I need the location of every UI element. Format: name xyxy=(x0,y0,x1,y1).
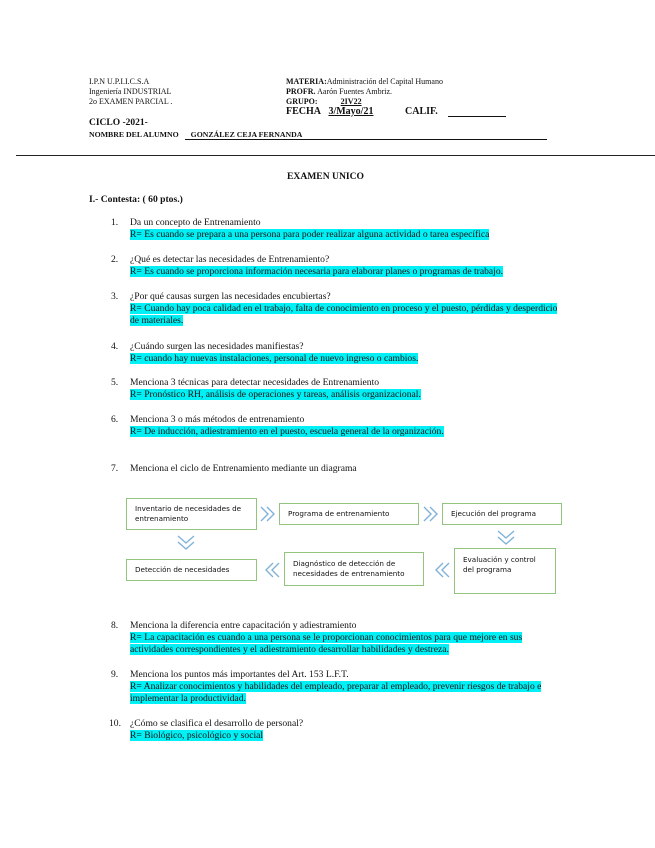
diagram-box-deteccion: Detección de necesidades xyxy=(126,559,257,581)
fecha-line xyxy=(286,106,379,117)
question-text: ¿Por qué causas surgen las necesidades encubiertas? xyxy=(130,291,331,302)
question-text: Menciona los puntos más importantes del Art. 153 L.F.T. xyxy=(130,669,349,680)
answer-text: R= Biológico, psicológico y social xyxy=(130,730,264,741)
question-text: Menciona 3 técnicas para detectar necesidades de Entrenamiento xyxy=(130,377,380,388)
diagram-box-diagnostico: Diagnóstico de detección de necesidades de entrenamiento xyxy=(284,552,424,586)
question-number: 1. xyxy=(111,217,119,228)
question-number: 6. xyxy=(111,414,119,425)
right-arrow-icon xyxy=(258,505,278,523)
grupo-value: 2IV22 xyxy=(340,97,362,106)
fecha-value: 3/Mayo/21 xyxy=(328,106,374,117)
question-text: ¿Cómo se clasifica el desarrollo de personal? xyxy=(130,718,304,729)
calif-label: CALIF. xyxy=(405,106,438,117)
diagram-box-ejecucion: Ejecución del programa xyxy=(442,503,562,525)
section-heading: I.- Contesta: ( 60 ptos.) xyxy=(89,194,183,205)
question-text: ¿Qué es detectar las necesidades de Entrenamiento? xyxy=(130,254,330,265)
career: Ingeniería INDUSTRIAL xyxy=(89,87,172,96)
nombre-line xyxy=(89,130,547,140)
question-number: 10. xyxy=(109,718,121,729)
profr-value: Aarón Fuentes Ambriz. xyxy=(317,87,392,96)
answer-text: R= Analizar conocimientos y habilidades del empleado, preparar al empleado, prevenir riesgos de trabajo e implementar la productividad. xyxy=(130,681,542,704)
question-number: 3. xyxy=(111,291,119,302)
divider xyxy=(16,155,655,156)
answer-text: R= De inducción, adiestramiento en el puesto, escuela general de la organización. xyxy=(130,426,444,437)
calif-line xyxy=(405,106,506,117)
exam-type: 2o EXAMEN PARCIAL . xyxy=(89,97,173,106)
down-arrow-icon xyxy=(176,533,196,553)
exam-title: EXAMEN UNICO xyxy=(287,171,365,182)
nombre-value: GONZÁLEZ CEJA FERNANDA xyxy=(185,130,547,140)
question-text: ¿Cuándo surgen las necesidades manifiestas? xyxy=(130,341,304,352)
header-left xyxy=(89,77,172,107)
question-number: 5. xyxy=(111,377,119,388)
nombre-label: NOMBRE DEL ALUMNO xyxy=(89,130,179,139)
grupo-label: GRUPO: xyxy=(286,97,318,106)
left-arrow-icon xyxy=(432,561,452,579)
right-arrow-icon xyxy=(421,505,441,523)
question-text: Menciona 3 o más métodos de entrenamiento xyxy=(130,414,305,425)
institution: I.P.N U.P.I.I.C.S.A xyxy=(89,77,150,86)
question-text: Menciona la diferencia entre capacitación y adiestramiento xyxy=(130,620,357,631)
left-arrow-icon xyxy=(262,561,282,579)
answer-text: R= cuando hay nuevas instalaciones, personal de nuevo ingreso o cambios. xyxy=(130,353,419,364)
ciclo: CICLO -2021- xyxy=(89,118,148,128)
answer-text: R= Es cuando se prepara a una persona para poder realizar alguna actividad o tarea específica xyxy=(130,229,490,240)
question-number: 9. xyxy=(111,669,119,680)
question-number: 8. xyxy=(111,620,119,631)
question-number: 7. xyxy=(111,463,119,474)
diagram-box-inventario: Inventario de necesidades de entrenamiento xyxy=(126,498,257,530)
question-number: 4. xyxy=(111,341,119,352)
question-text: Menciona el ciclo de Entrenamiento mediante un diagrama xyxy=(130,463,357,474)
header-right xyxy=(286,77,443,107)
answer-text: R= Es cuando se proporciona información necesaria para elaborar planes o programas de trabajo. xyxy=(130,266,504,277)
fecha-label: FECHA xyxy=(286,106,321,117)
materia-value: Administración del Capital Humano xyxy=(326,77,443,86)
answer-text: R= Pronóstico RH, análisis de operaciones y tareas, análisis organizacional. xyxy=(130,389,421,400)
materia-label: MATERIA: xyxy=(286,77,327,86)
calif-blank xyxy=(448,106,506,117)
down-arrow-icon xyxy=(496,528,516,548)
diagram-box-programa: Programa de entrenamiento xyxy=(279,503,419,525)
question-number: 2. xyxy=(111,254,119,265)
answer-text: R= Cuando hay poca calidad en el trabajo, falta de conocimiento en proceso y el puesto, pérdidas y desperdicio de materiales. xyxy=(130,303,558,326)
diagram-box-evaluacion: Evaluación y control del programa xyxy=(454,548,556,594)
answer-text: R= La capacitación es cuando a una persona se le proporcionan conocimientos para que mejore en sus actividades correspondientes y el adiestramiento desarrollar habilidades y destreza. xyxy=(130,632,523,655)
question-text: Da un concepto de Entrenamiento xyxy=(130,217,261,228)
profr-label: PROFR. xyxy=(286,87,316,96)
